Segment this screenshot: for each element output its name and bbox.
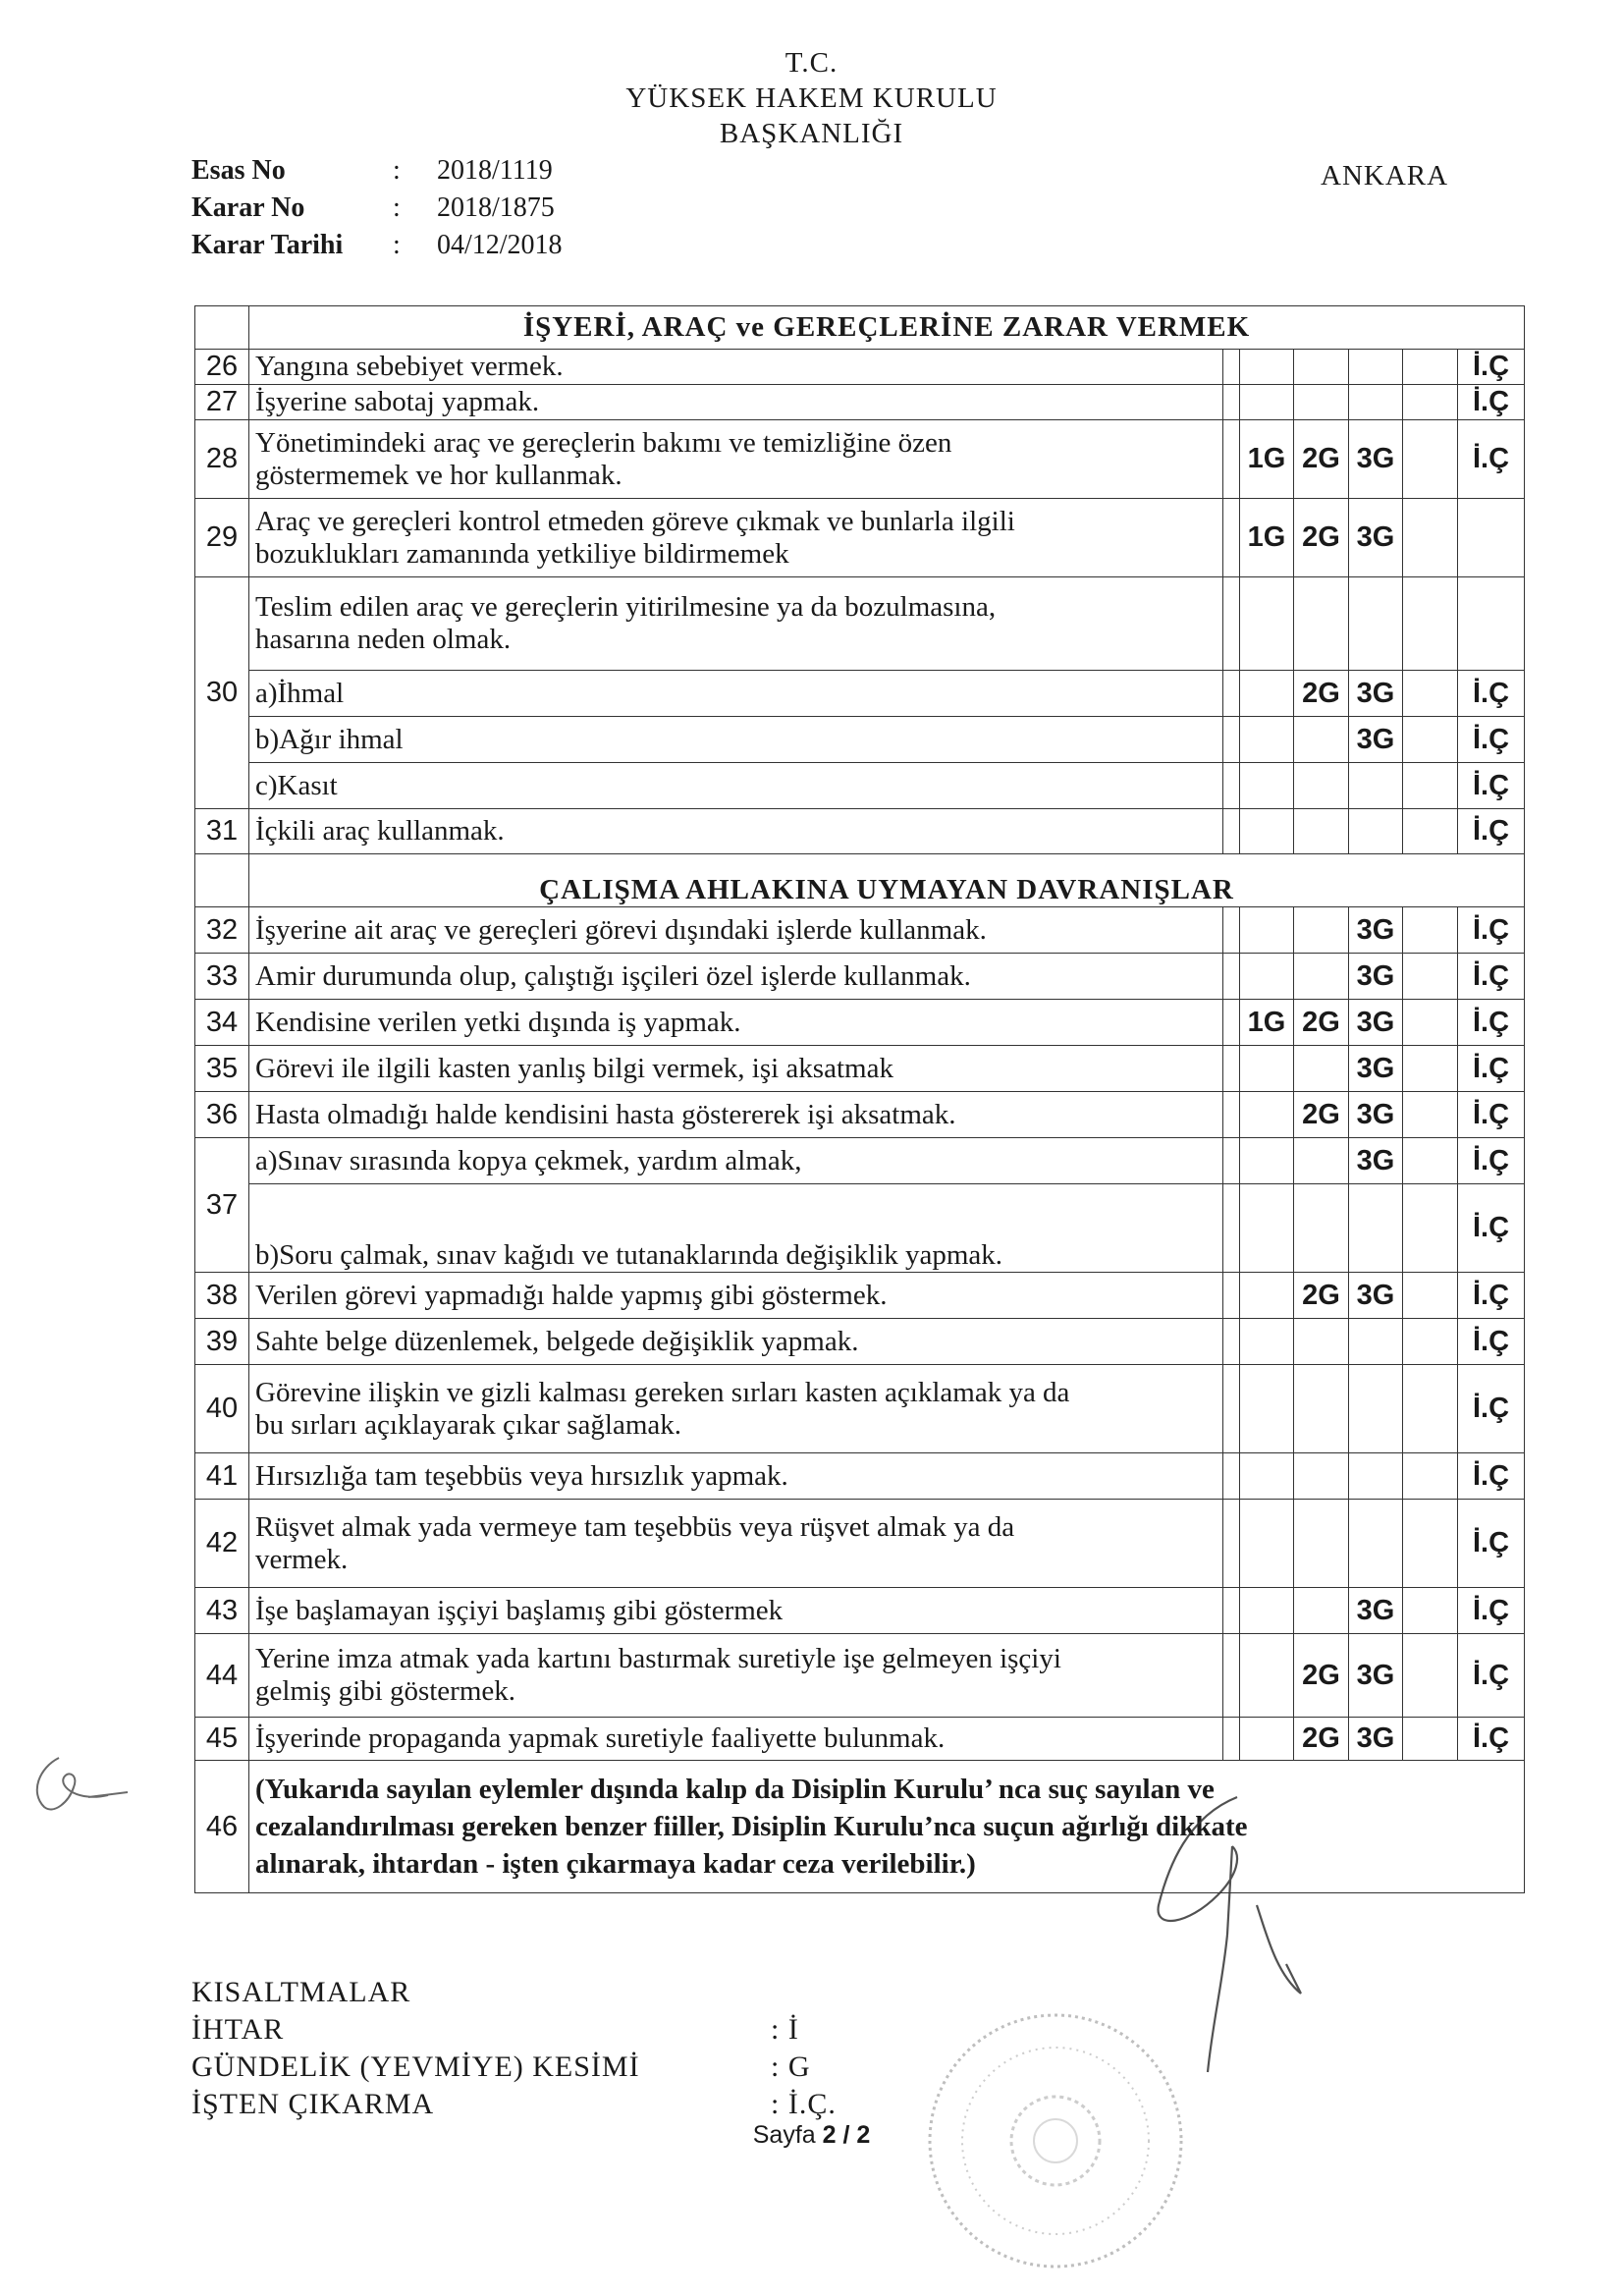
- meta-sep: :: [393, 192, 401, 223]
- row-description-line: gelmiş gibi göstermek.: [255, 1675, 515, 1707]
- table-subrow: [195, 671, 1525, 717]
- table-row: [195, 1273, 1525, 1319]
- table-row: [195, 420, 1525, 499]
- signature-mark: [1129, 1758, 1325, 2082]
- row-description: Hasta olmadığı halde kendisini hasta göstererek işi aksatmak.: [249, 1092, 1223, 1138]
- table-row: [195, 1000, 1525, 1046]
- row-description: İşyerine ait araç ve gereçleri görevi dışındaki işlerde kullanmak.: [249, 907, 1223, 954]
- meta-sep: :: [393, 230, 401, 260]
- table-subrow: [195, 717, 1525, 763]
- row-description-line: bozuklukları zamanında yetkiliye bildirmemek: [255, 537, 789, 570]
- row-description: c)Kasıt: [249, 763, 1223, 809]
- penalty-ic: İ.Ç: [1458, 907, 1525, 954]
- page-number: [0, 2121, 1623, 2150]
- row-description: Görevi ile ilgili kasten yanlış bilgi vermek, işi aksatmak: [249, 1046, 1223, 1092]
- penalty-2g: 2G: [1294, 1718, 1349, 1761]
- penalty-3g: 3G: [1349, 717, 1403, 763]
- penalty-ic: İ.Ç: [1458, 350, 1525, 385]
- table-row: [195, 1453, 1525, 1500]
- meta-label: Karar Tarihi: [191, 230, 344, 260]
- penalty-ic: İ.Ç: [1458, 717, 1525, 763]
- row-number: 46: [195, 1761, 249, 1893]
- penalty-3g: 3G: [1349, 1046, 1403, 1092]
- table-subrow: [195, 763, 1525, 809]
- penalty-2g: 2G: [1294, 1092, 1349, 1138]
- row-description: Verilen görevi yapmadığı halde yapmış gibi göstermek.: [249, 1273, 1223, 1319]
- row-description: Kendisine verilen yetki dışında iş yapmak.: [249, 1000, 1223, 1046]
- row-description: b)Ağır ihmal: [249, 717, 1223, 763]
- penalty-3g: 3G: [1349, 1273, 1403, 1319]
- row-description: [249, 1500, 1223, 1588]
- row-number: 32: [195, 907, 249, 954]
- row-description: a)Sınav sırasında kopya çekmek, yardım almak,: [249, 1138, 1223, 1184]
- row-description: Hırsızlığa tam teşebbüs veya hırsızlık yapmak.: [249, 1453, 1223, 1500]
- meta-value: 04/12/2018: [437, 230, 563, 260]
- row-description: Sahte belge düzenlemek, belgede değişiklik yapmak.: [249, 1319, 1223, 1365]
- row-description: [249, 577, 1223, 671]
- penalty-ic: İ.Ç: [1458, 1634, 1525, 1718]
- row-description: İşe başlamayan işçiyi başlamış gibi göstermek: [249, 1588, 1223, 1634]
- row-number: 26: [195, 350, 249, 385]
- row-number: 27: [195, 385, 249, 420]
- penalty-ic: İ.Ç: [1458, 1273, 1525, 1319]
- penalty-3g: 3G: [1349, 420, 1403, 499]
- table-row: [195, 809, 1525, 854]
- note-line: (Yukarıda sayılan eylemler dışında kalıp da Disiplin Kurulu’ nca suç sayılan ve: [255, 1774, 1215, 1805]
- row-number: 29: [195, 499, 249, 577]
- penalty-2g: 2G: [1294, 499, 1349, 577]
- abbreviation-row: [191, 2011, 837, 2049]
- meta-value: 2018/1875: [437, 192, 555, 223]
- table-row: [195, 1718, 1525, 1761]
- row-number: 28: [195, 420, 249, 499]
- row-number: 43: [195, 1588, 249, 1634]
- row-number: 44: [195, 1634, 249, 1718]
- penalty-ic: İ.Ç: [1458, 763, 1525, 809]
- row-description: Yangına sebebiyet vermek.: [249, 350, 1223, 385]
- meta-value: 2018/1119: [437, 155, 553, 186]
- penalty-3g: 3G: [1349, 1634, 1403, 1718]
- penalty-ic: İ.Ç: [1458, 420, 1525, 499]
- table-subrow: [195, 1184, 1525, 1273]
- row-description-line: göstermemek ve hor kullanmak.: [255, 459, 622, 491]
- table-row: [195, 1588, 1525, 1634]
- abbreviation-label: GÜNDELİK (YEVMİYE) KESİMİ: [191, 2050, 640, 2083]
- row-number: 31: [195, 809, 249, 854]
- meta-row-esas: [191, 152, 563, 190]
- row-description: a)İhmal: [249, 671, 1223, 717]
- table-row: [195, 1138, 1525, 1184]
- row-description: [249, 1365, 1223, 1453]
- table-row: [195, 954, 1525, 1000]
- page-label: Sayfa: [752, 2121, 823, 2149]
- penalty-ic: [1458, 499, 1525, 577]
- penalty-ic: İ.Ç: [1458, 1365, 1525, 1453]
- penalty-ic: İ.Ç: [1458, 1092, 1525, 1138]
- section-title: İŞYERİ, ARAÇ ve GEREÇLERİNE ZARAR VERMEK: [249, 306, 1525, 350]
- penalty-2g: 2G: [1294, 671, 1349, 717]
- header-institution: YÜKSEK HAKEM KURULU: [625, 82, 998, 114]
- abbreviation-row: [191, 2049, 837, 2086]
- row-number: 45: [195, 1718, 249, 1761]
- row-number: 36: [195, 1092, 249, 1138]
- row-description: [249, 1634, 1223, 1718]
- row-number: 40: [195, 1365, 249, 1453]
- table-row: [195, 577, 1525, 671]
- table-row: [195, 499, 1525, 577]
- section-header-row: [195, 854, 1525, 907]
- section-title: ÇALIŞMA AHLAKINA UYMAYAN DAVRANIŞLAR: [249, 854, 1525, 907]
- table-row: [195, 1092, 1525, 1138]
- penalty-ic: İ.Ç: [1458, 1718, 1525, 1761]
- penalty-1g: 1G: [1240, 1000, 1294, 1046]
- penalty-ic: İ.Ç: [1458, 1184, 1525, 1273]
- penalty-1g: 1G: [1240, 420, 1294, 499]
- page-value: 2 / 2: [822, 2121, 871, 2149]
- abbreviation-label: İHTAR: [191, 2013, 285, 2046]
- row-description-line: vermek.: [255, 1543, 349, 1575]
- penalty-ic: İ.Ç: [1458, 1319, 1525, 1365]
- row-description: İçkili araç kullanmak.: [249, 809, 1223, 854]
- city-label: ANKARA: [1321, 160, 1449, 191]
- row-number: 33: [195, 954, 249, 1000]
- penalty-3g: 3G: [1349, 1588, 1403, 1634]
- row-description-line: Araç ve gereçleri kontrol etmeden göreve çıkmak ve bunlarla ilgili: [255, 505, 1015, 537]
- row-description-line: Teslim edilen araç ve gereçlerin yitirilmesine ya da bozulmasına,: [255, 591, 997, 623]
- meta-row-karar: [191, 190, 563, 227]
- handwritten-initials-mark: [20, 1748, 137, 1827]
- meta-row-tarih: [191, 227, 563, 264]
- penalty-3g: 3G: [1349, 954, 1403, 1000]
- penalty-3g: 3G: [1349, 1000, 1403, 1046]
- penalty-2g: 2G: [1294, 1273, 1349, 1319]
- penalty-ic: İ.Ç: [1458, 671, 1525, 717]
- note-line: cezalandırılması gereken benzer fiiller, Disiplin Kurulu’nca suçun ağırlığı dikkate: [255, 1811, 1248, 1842]
- meta-label: Karar No: [191, 192, 305, 223]
- table-row: [195, 1319, 1525, 1365]
- penalty-ic: İ.Ç: [1458, 1046, 1525, 1092]
- row-description-line: Yönetimindeki araç ve gereçlerin bakımı ve temizliğine özen: [255, 426, 952, 459]
- penalty-3g: 3G: [1349, 499, 1403, 577]
- row-description: b)Soru çalmak, sınav kağıdı ve tutanaklarında değişiklik yapmak.: [249, 1184, 1223, 1273]
- row-number: 34: [195, 1000, 249, 1046]
- header-presidency: BAŞKANLIĞI: [719, 118, 904, 149]
- abbreviations-title: KISALTMALAR: [191, 1976, 411, 2008]
- row-number: 30: [195, 577, 249, 809]
- row-number: 37: [195, 1138, 249, 1273]
- row-number: 35: [195, 1046, 249, 1092]
- penalty-ic: İ.Ç: [1458, 1588, 1525, 1634]
- penalty-ic: İ.Ç: [1458, 1500, 1525, 1588]
- penalty-2g: 2G: [1294, 1634, 1349, 1718]
- penalty-table: [194, 305, 1525, 1893]
- penalty-1g: 1G: [1240, 499, 1294, 577]
- abbreviation-row: [191, 2086, 837, 2123]
- penalty-ic: İ.Ç: [1458, 954, 1525, 1000]
- row-description: Amir durumunda olup, çalıştığı işçileri özel işlerde kullanmak.: [249, 954, 1223, 1000]
- penalty-2g: 2G: [1294, 420, 1349, 499]
- abbreviation-value: : İ: [771, 2013, 799, 2046]
- row-number: 38: [195, 1273, 249, 1319]
- table-row: [195, 907, 1525, 954]
- abbreviation-value: : İ.Ç.: [771, 2088, 837, 2120]
- penalty-3g: 3G: [1349, 671, 1403, 717]
- row-description-line: Rüşvet almak yada vermeye tam teşebbüs veya rüşvet almak ya da: [255, 1510, 1015, 1543]
- row-description-line: bu sırları açıklayarak çıkar sağlamak.: [255, 1408, 681, 1441]
- header-tc: T.C.: [784, 47, 839, 79]
- table-row: [195, 1046, 1525, 1092]
- general-note: [249, 1761, 1525, 1893]
- row-number: 41: [195, 1453, 249, 1500]
- table-row: [195, 1365, 1525, 1453]
- row-number: 39: [195, 1319, 249, 1365]
- note-line: alınarak, ihtardan - işten çıkarmaya kadar ceza verilebilir.): [255, 1848, 976, 1880]
- row-description: [249, 499, 1223, 577]
- abbreviations-block: [191, 1974, 837, 2123]
- penalty-3g: 3G: [1349, 1138, 1403, 1184]
- penalty-3g: 3G: [1349, 1718, 1403, 1761]
- row-description: [249, 420, 1223, 499]
- penalty-ic: İ.Ç: [1458, 385, 1525, 420]
- meta-label: Esas No: [191, 155, 286, 186]
- row-description: İşyerinde propaganda yapmak suretiyle faaliyette bulunmak.: [249, 1718, 1223, 1761]
- table-row: [195, 1500, 1525, 1588]
- penalty-ic: İ.Ç: [1458, 1453, 1525, 1500]
- table-row: [195, 385, 1525, 420]
- table-row: [195, 350, 1525, 385]
- row-description: İşyerine sabotaj yapmak.: [249, 385, 1223, 420]
- abbreviation-value: : G: [771, 2050, 811, 2083]
- row-description-line: Görevine ilişkin ve gizli kalması gereken sırları kasten açıklamak ya da: [255, 1376, 1070, 1408]
- row-description-line: Yerine imza atmak yada kartını bastırmak suretiyle işe gelmeyen işçiyi: [255, 1643, 1061, 1674]
- row-description-line: hasarına neden olmak.: [255, 624, 512, 655]
- table-row: [195, 1634, 1525, 1718]
- abbreviation-label: İŞTEN ÇIKARMA: [191, 2088, 435, 2120]
- row-number: 42: [195, 1500, 249, 1588]
- penalty-2g: 2G: [1294, 1000, 1349, 1046]
- penalty-ic: İ.Ç: [1458, 1138, 1525, 1184]
- case-metadata: [191, 152, 563, 264]
- section-header-row: [195, 306, 1525, 350]
- penalty-3g: 3G: [1349, 907, 1403, 954]
- penalty-ic: İ.Ç: [1458, 1000, 1525, 1046]
- penalty-3g: 3G: [1349, 1092, 1403, 1138]
- penalty-ic: İ.Ç: [1458, 809, 1525, 854]
- meta-sep: :: [393, 155, 401, 186]
